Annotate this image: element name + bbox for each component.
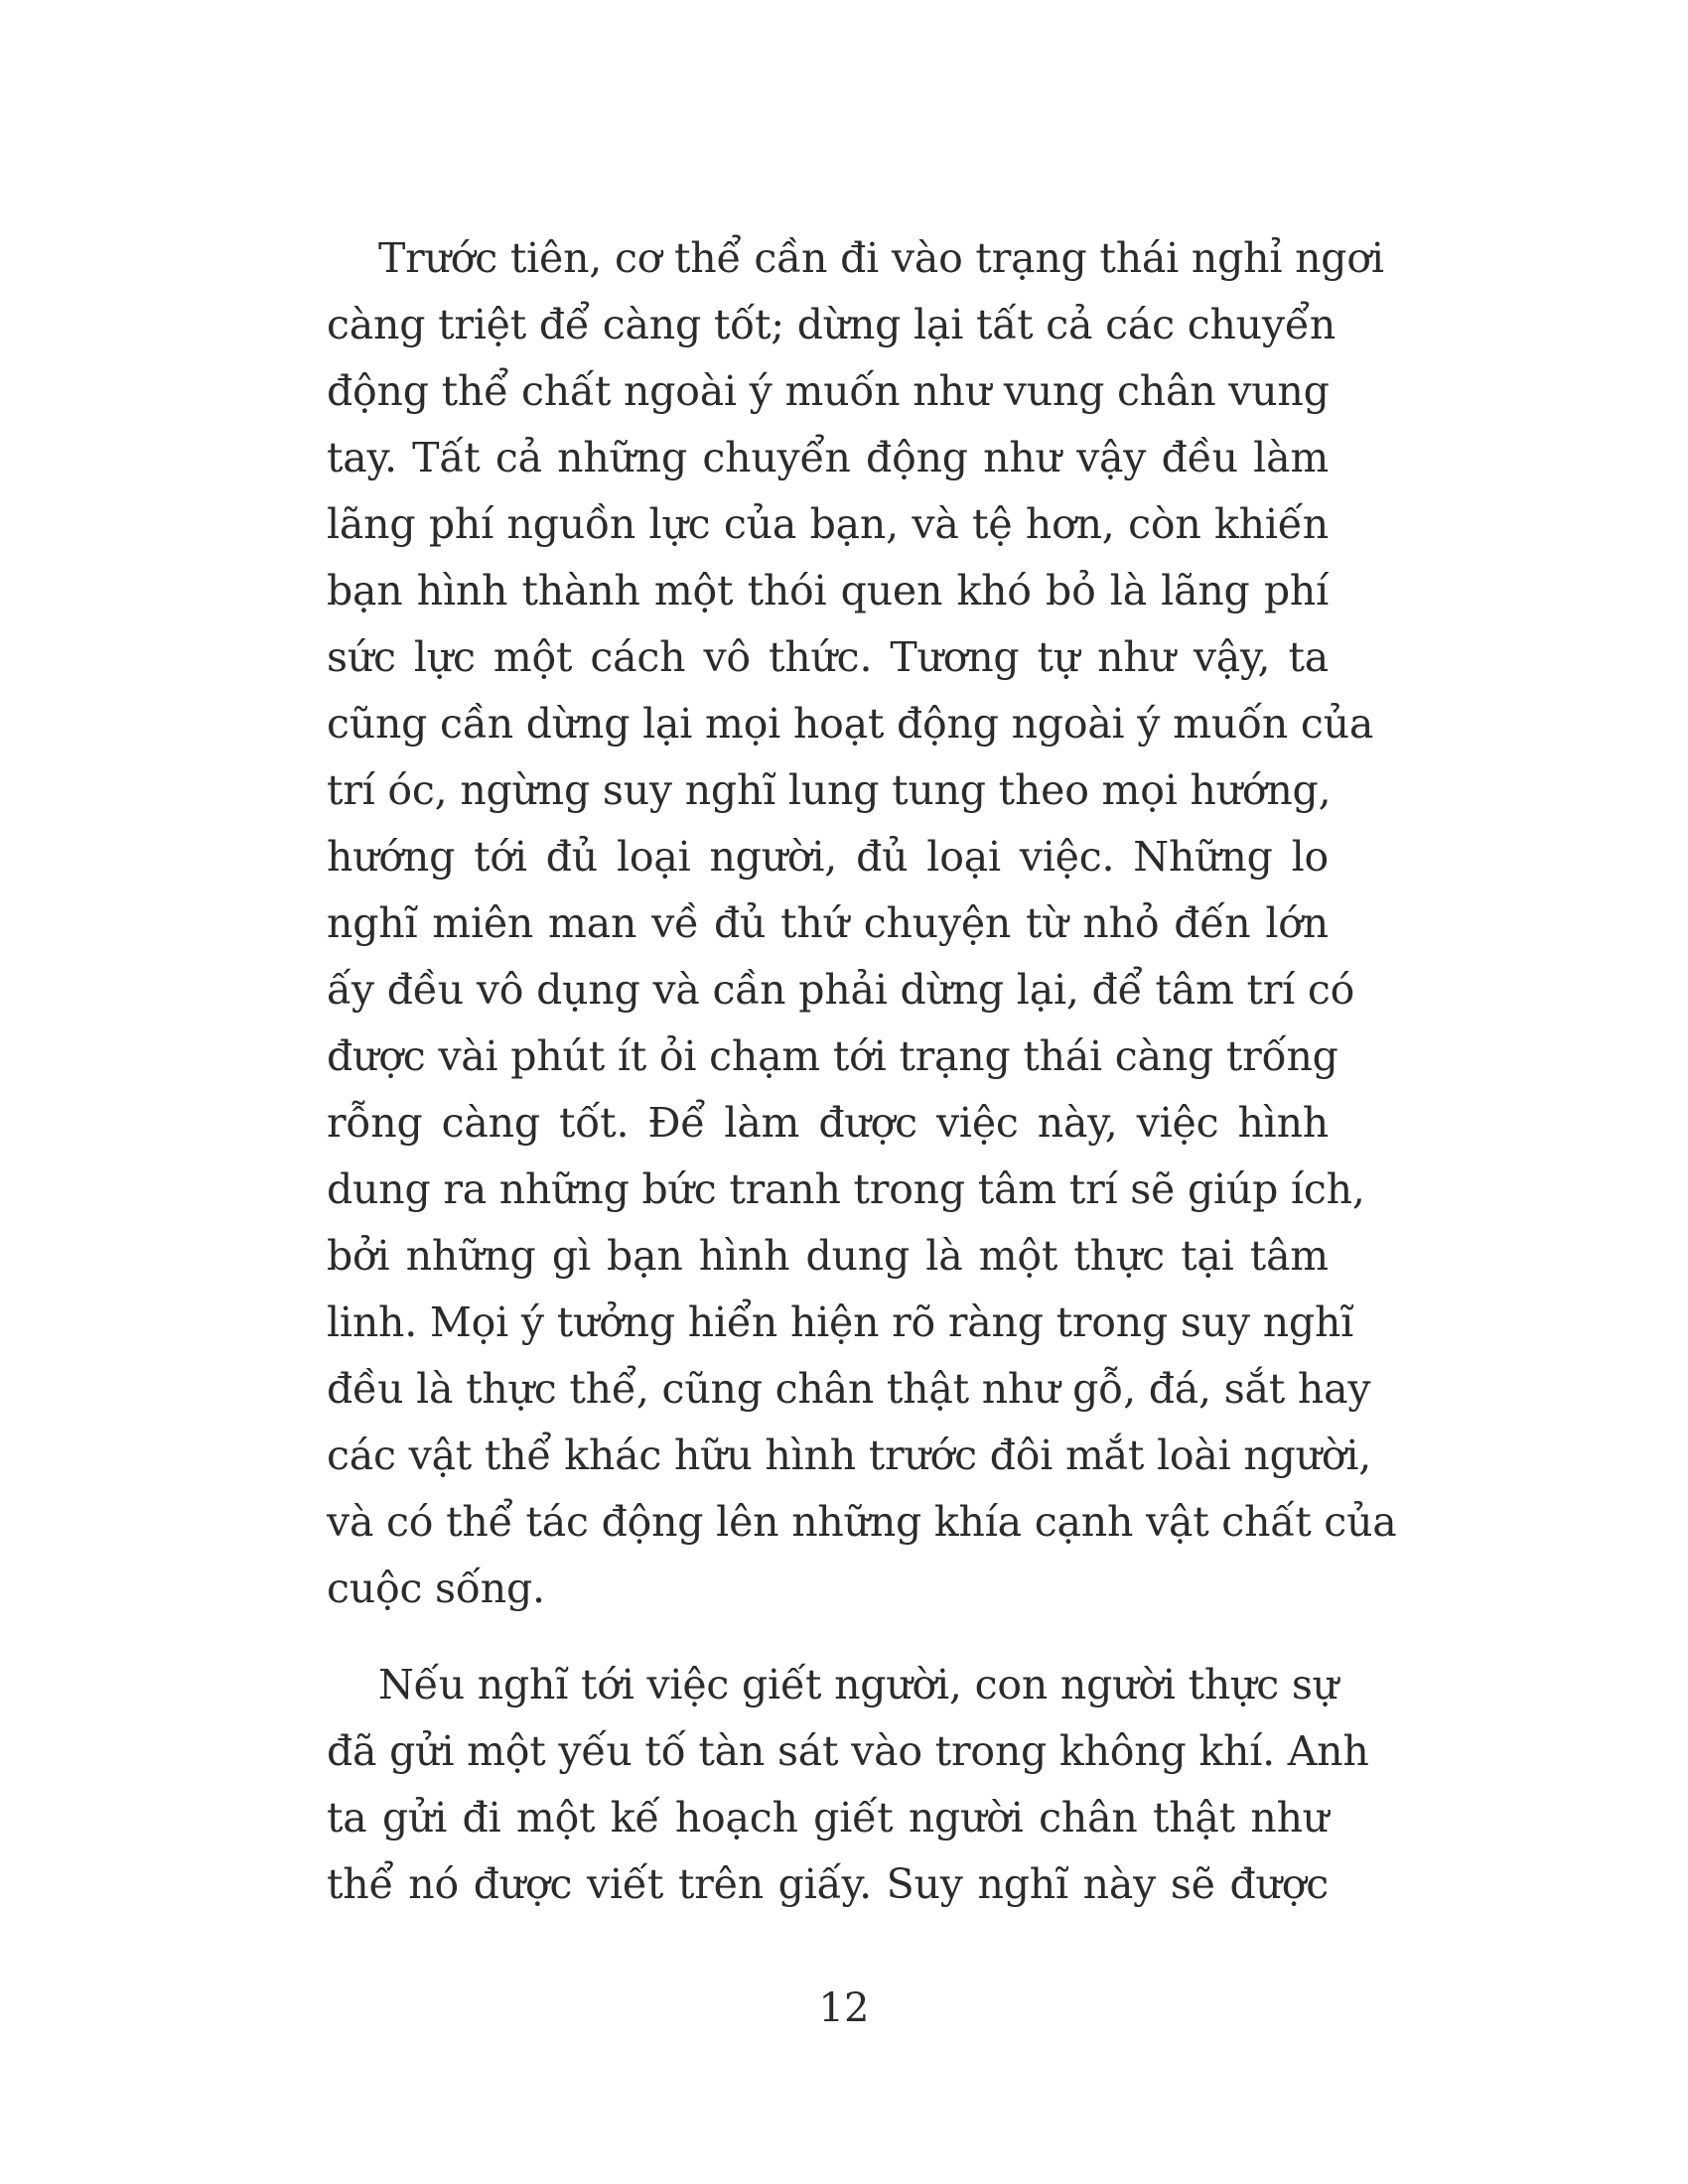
paragraph-1-line: Trước tiên, cơ thể cần đi vào trạng thái nghỉ ngơi — [378, 234, 1384, 282]
paragraph-1-line: bởi những gì bạn hình dung là một thực tại tâm — [327, 1232, 1329, 1280]
paragraph-1-line: dung ra những bức tranh trong tâm trí sẽ giúp ích, — [327, 1165, 1365, 1213]
paragraph-1-line: nghĩ miên man về đủ thứ chuyện từ nhỏ đến lớn — [327, 899, 1329, 947]
paragraph-1-line: đều là thực thể, cũng chân thật như gỗ, đá, sắt hay — [327, 1365, 1371, 1413]
paragraph-1-line: bạn hình thành một thói quen khó bỏ là lãng phí — [327, 567, 1329, 614]
paragraph-1-line: sức lực một cách vô thức. Tương tự như vậy, ta — [327, 633, 1329, 681]
paragraph-1-line: được vài phút ít ỏi chạm tới trạng thái càng trống — [327, 1032, 1338, 1080]
paragraph-2-line: thể nó được viết trên giấy. Suy nghĩ này sẽ được — [327, 1860, 1329, 1908]
page-number: 12 — [818, 1985, 870, 2031]
paragraph-1-line: rỗng càng tốt. Để làm được việc này, việc hình — [327, 1099, 1329, 1147]
paragraph-1-line: trí óc, ngừng suy nghĩ lung tung theo mọi hướng, — [327, 766, 1332, 814]
paragraph-1-line: cũng cần dừng lại mọi hoạt động ngoài ý muốn của — [327, 700, 1374, 748]
paragraph-1-line: hướng tới đủ loại người, đủ loại việc. Những lo — [327, 833, 1329, 881]
paragraph-1-line: các vật thể khác hữu hình trước đôi mắt loài người, — [327, 1432, 1372, 1479]
paragraph-1-line: linh. Mọi ý tưởng hiển hiện rõ ràng trong suy nghĩ — [327, 1298, 1354, 1346]
paragraph-2-line: đã gửi một yếu tố tàn sát vào trong không khí. Anh — [327, 1727, 1369, 1775]
paragraph-1-line: cuộc sống. — [327, 1565, 545, 1612]
paragraph-2-line: Nếu nghĩ tới việc giết người, con người thực sự — [378, 1661, 1338, 1708]
paragraph-1-line: ấy đều vô dụng và cần phải dừng lại, để tâm trí có — [327, 966, 1355, 1014]
paragraph-1-line: lãng phí nguồn lực của bạn, và tệ hơn, còn khiến — [327, 500, 1329, 548]
paragraph-1-line: động thể chất ngoài ý muốn như vung chân vung — [327, 367, 1330, 415]
paragraph-1-line: càng triệt để càng tốt; dừng lại tất cả các chuyển — [327, 301, 1336, 348]
paragraph-2-line: ta gửi đi một kế hoạch giết người chân thật như — [327, 1794, 1329, 1842]
paragraph-1-line: và có thể tác động lên những khía cạnh vật chất của — [327, 1498, 1397, 1546]
paragraph-1-line: tay. Tất cả những chuyển động như vậy đều làm — [327, 434, 1329, 481]
